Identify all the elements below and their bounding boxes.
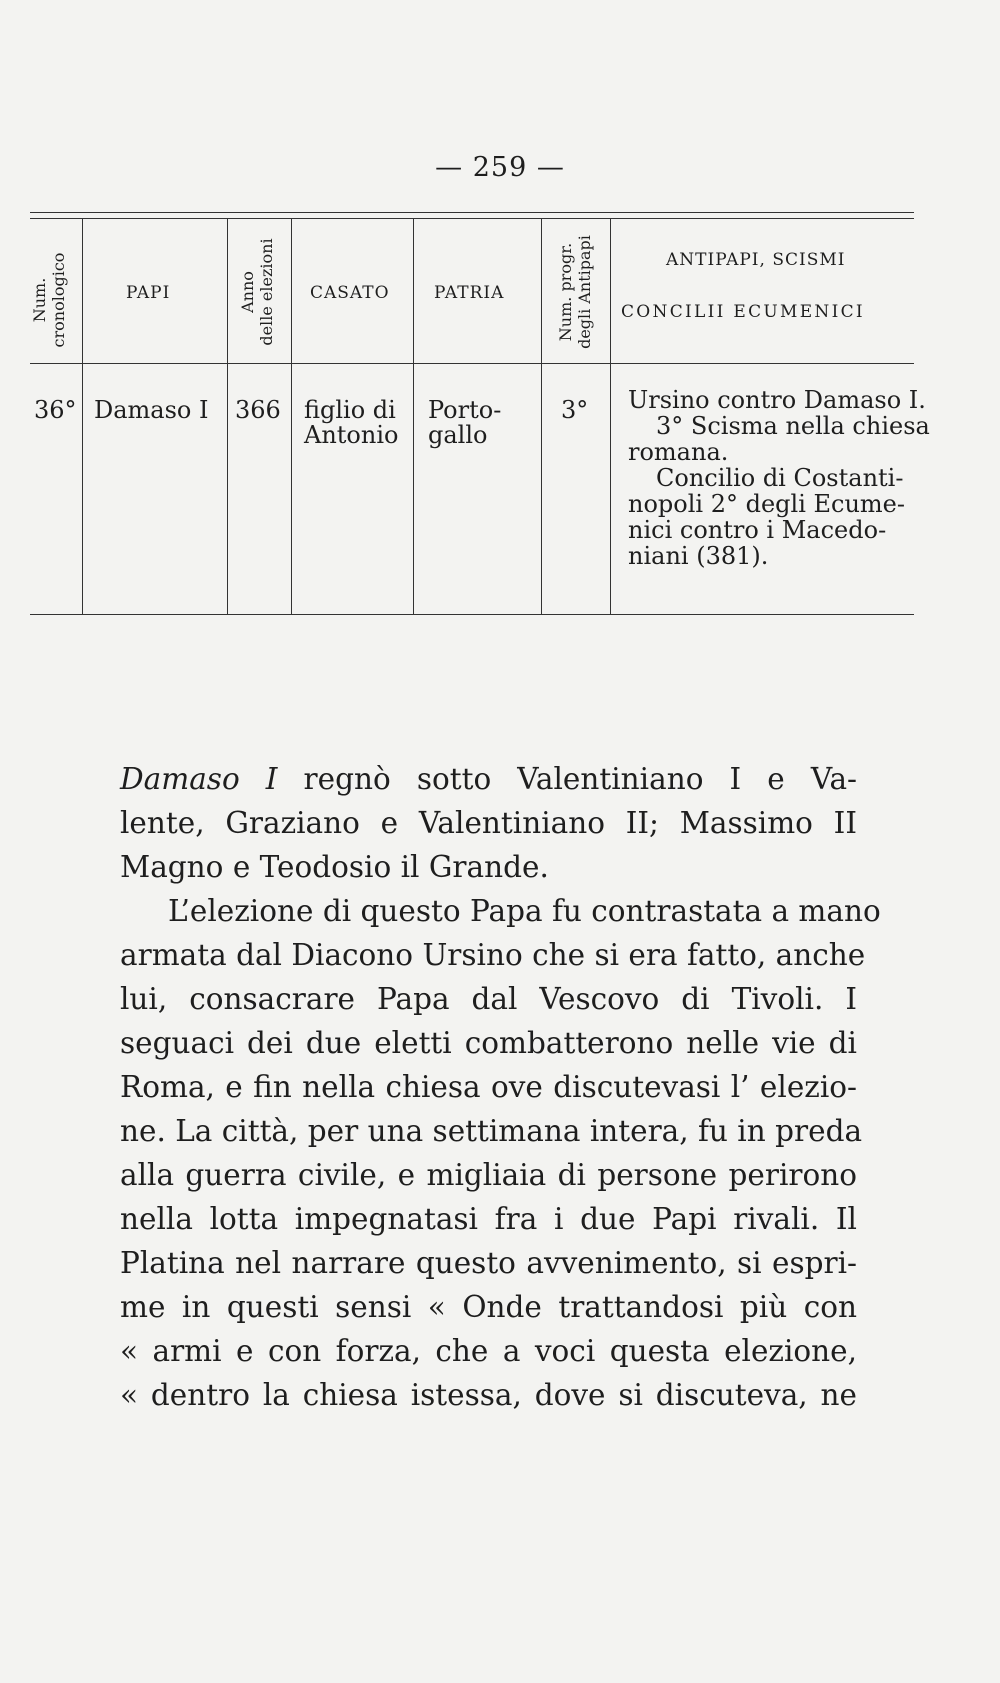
header-antipapi: ANTIPAPI, SCISMI bbox=[666, 250, 846, 270]
row-patria-line2: gallo bbox=[428, 421, 488, 449]
body-line: me in questi sensi « Onde trattandosi più con bbox=[120, 1290, 857, 1324]
page-number: — 259 — bbox=[435, 152, 565, 183]
row-casato-line1: figlio di bbox=[304, 396, 396, 424]
header-papi: PAPI bbox=[126, 283, 171, 303]
column-divider bbox=[541, 218, 542, 614]
table-top-rule-2 bbox=[30, 218, 914, 219]
column-divider bbox=[291, 218, 292, 614]
body-line: alla guerra civile, e migliaia di persone perirono bbox=[120, 1158, 857, 1192]
body-line: lui, consacrare Papa dal Vescovo di Tivoli. I bbox=[120, 982, 857, 1016]
note-line: romana. bbox=[628, 438, 729, 466]
table-header-rule bbox=[30, 363, 914, 364]
body-line: ne. La città, per una settimana intera, fu in preda bbox=[120, 1114, 863, 1148]
column-divider bbox=[227, 218, 228, 614]
table-bottom-rule bbox=[30, 614, 914, 615]
body-line: seguaci dei due eletti combatterono nelle vie di bbox=[120, 1026, 857, 1060]
body-line: Damaso I regnò sotto Valentiniano I e Va- bbox=[120, 762, 857, 796]
body-line: L’elezione di questo Papa fu contrastata a mano bbox=[168, 894, 881, 928]
pope-name: Damaso I bbox=[120, 762, 278, 796]
row-notes bbox=[628, 386, 930, 570]
note-line: Ursino contro Damaso I. bbox=[628, 386, 926, 414]
row-papa: Damaso I bbox=[94, 396, 209, 424]
body-text bbox=[120, 757, 881, 1417]
row-patria-line1: Porto- bbox=[428, 396, 502, 424]
note-line: 3° Scisma nella chiesa bbox=[656, 412, 930, 440]
header-casato: CASATO bbox=[310, 283, 390, 303]
body-line: Platina nel narrare questo avvenimento, si espri- bbox=[120, 1246, 857, 1280]
body-line: Magno e Teodosio il Grande. bbox=[120, 850, 549, 884]
paragraph-1 bbox=[120, 757, 857, 889]
row-num: 36° bbox=[34, 396, 77, 424]
table-top-rule bbox=[30, 212, 914, 213]
note-line: niani (381). bbox=[628, 542, 769, 570]
note-line: nici contro i Macedo- bbox=[628, 516, 887, 544]
header-concilii: CONCILII ECUMENICI bbox=[621, 302, 865, 322]
body-line: « dentro la chiesa istessa, dove si discuteva, ne bbox=[120, 1378, 857, 1412]
body-line: Roma, e fin nella chiesa ove discutevasi l’ elezio- bbox=[120, 1070, 857, 1104]
row-antipapa-num: 3° bbox=[561, 396, 589, 424]
body-line: « armi e con forza, che a voci questa elezione, bbox=[120, 1334, 857, 1368]
body-line: nella lotta impegnatasi fra i due Papi rivali. Il bbox=[120, 1202, 857, 1236]
column-divider bbox=[82, 218, 83, 614]
column-divider bbox=[413, 218, 414, 614]
row-anno: 366 bbox=[235, 396, 281, 424]
header-num-antipapi: Num. progr. degli Antipapi bbox=[556, 235, 594, 349]
body-line: lente, Graziano e Valentiniano II; Massimo II bbox=[120, 806, 857, 840]
header-patria: PATRIA bbox=[434, 283, 505, 303]
paragraph-2 bbox=[120, 889, 881, 1417]
header-num-cronologico: Num. cronologico bbox=[30, 252, 68, 348]
body-line: armata dal Diacono Ursino che si era fatto, anche bbox=[120, 938, 866, 972]
note-line: Concilio di Costanti- bbox=[656, 464, 904, 492]
row-casato-line2: Antonio bbox=[304, 421, 399, 449]
column-divider bbox=[610, 218, 611, 614]
header-anno-elezioni: Anno delle elezioni bbox=[238, 238, 276, 346]
note-line: nopoli 2° degli Ecume- bbox=[628, 490, 905, 518]
